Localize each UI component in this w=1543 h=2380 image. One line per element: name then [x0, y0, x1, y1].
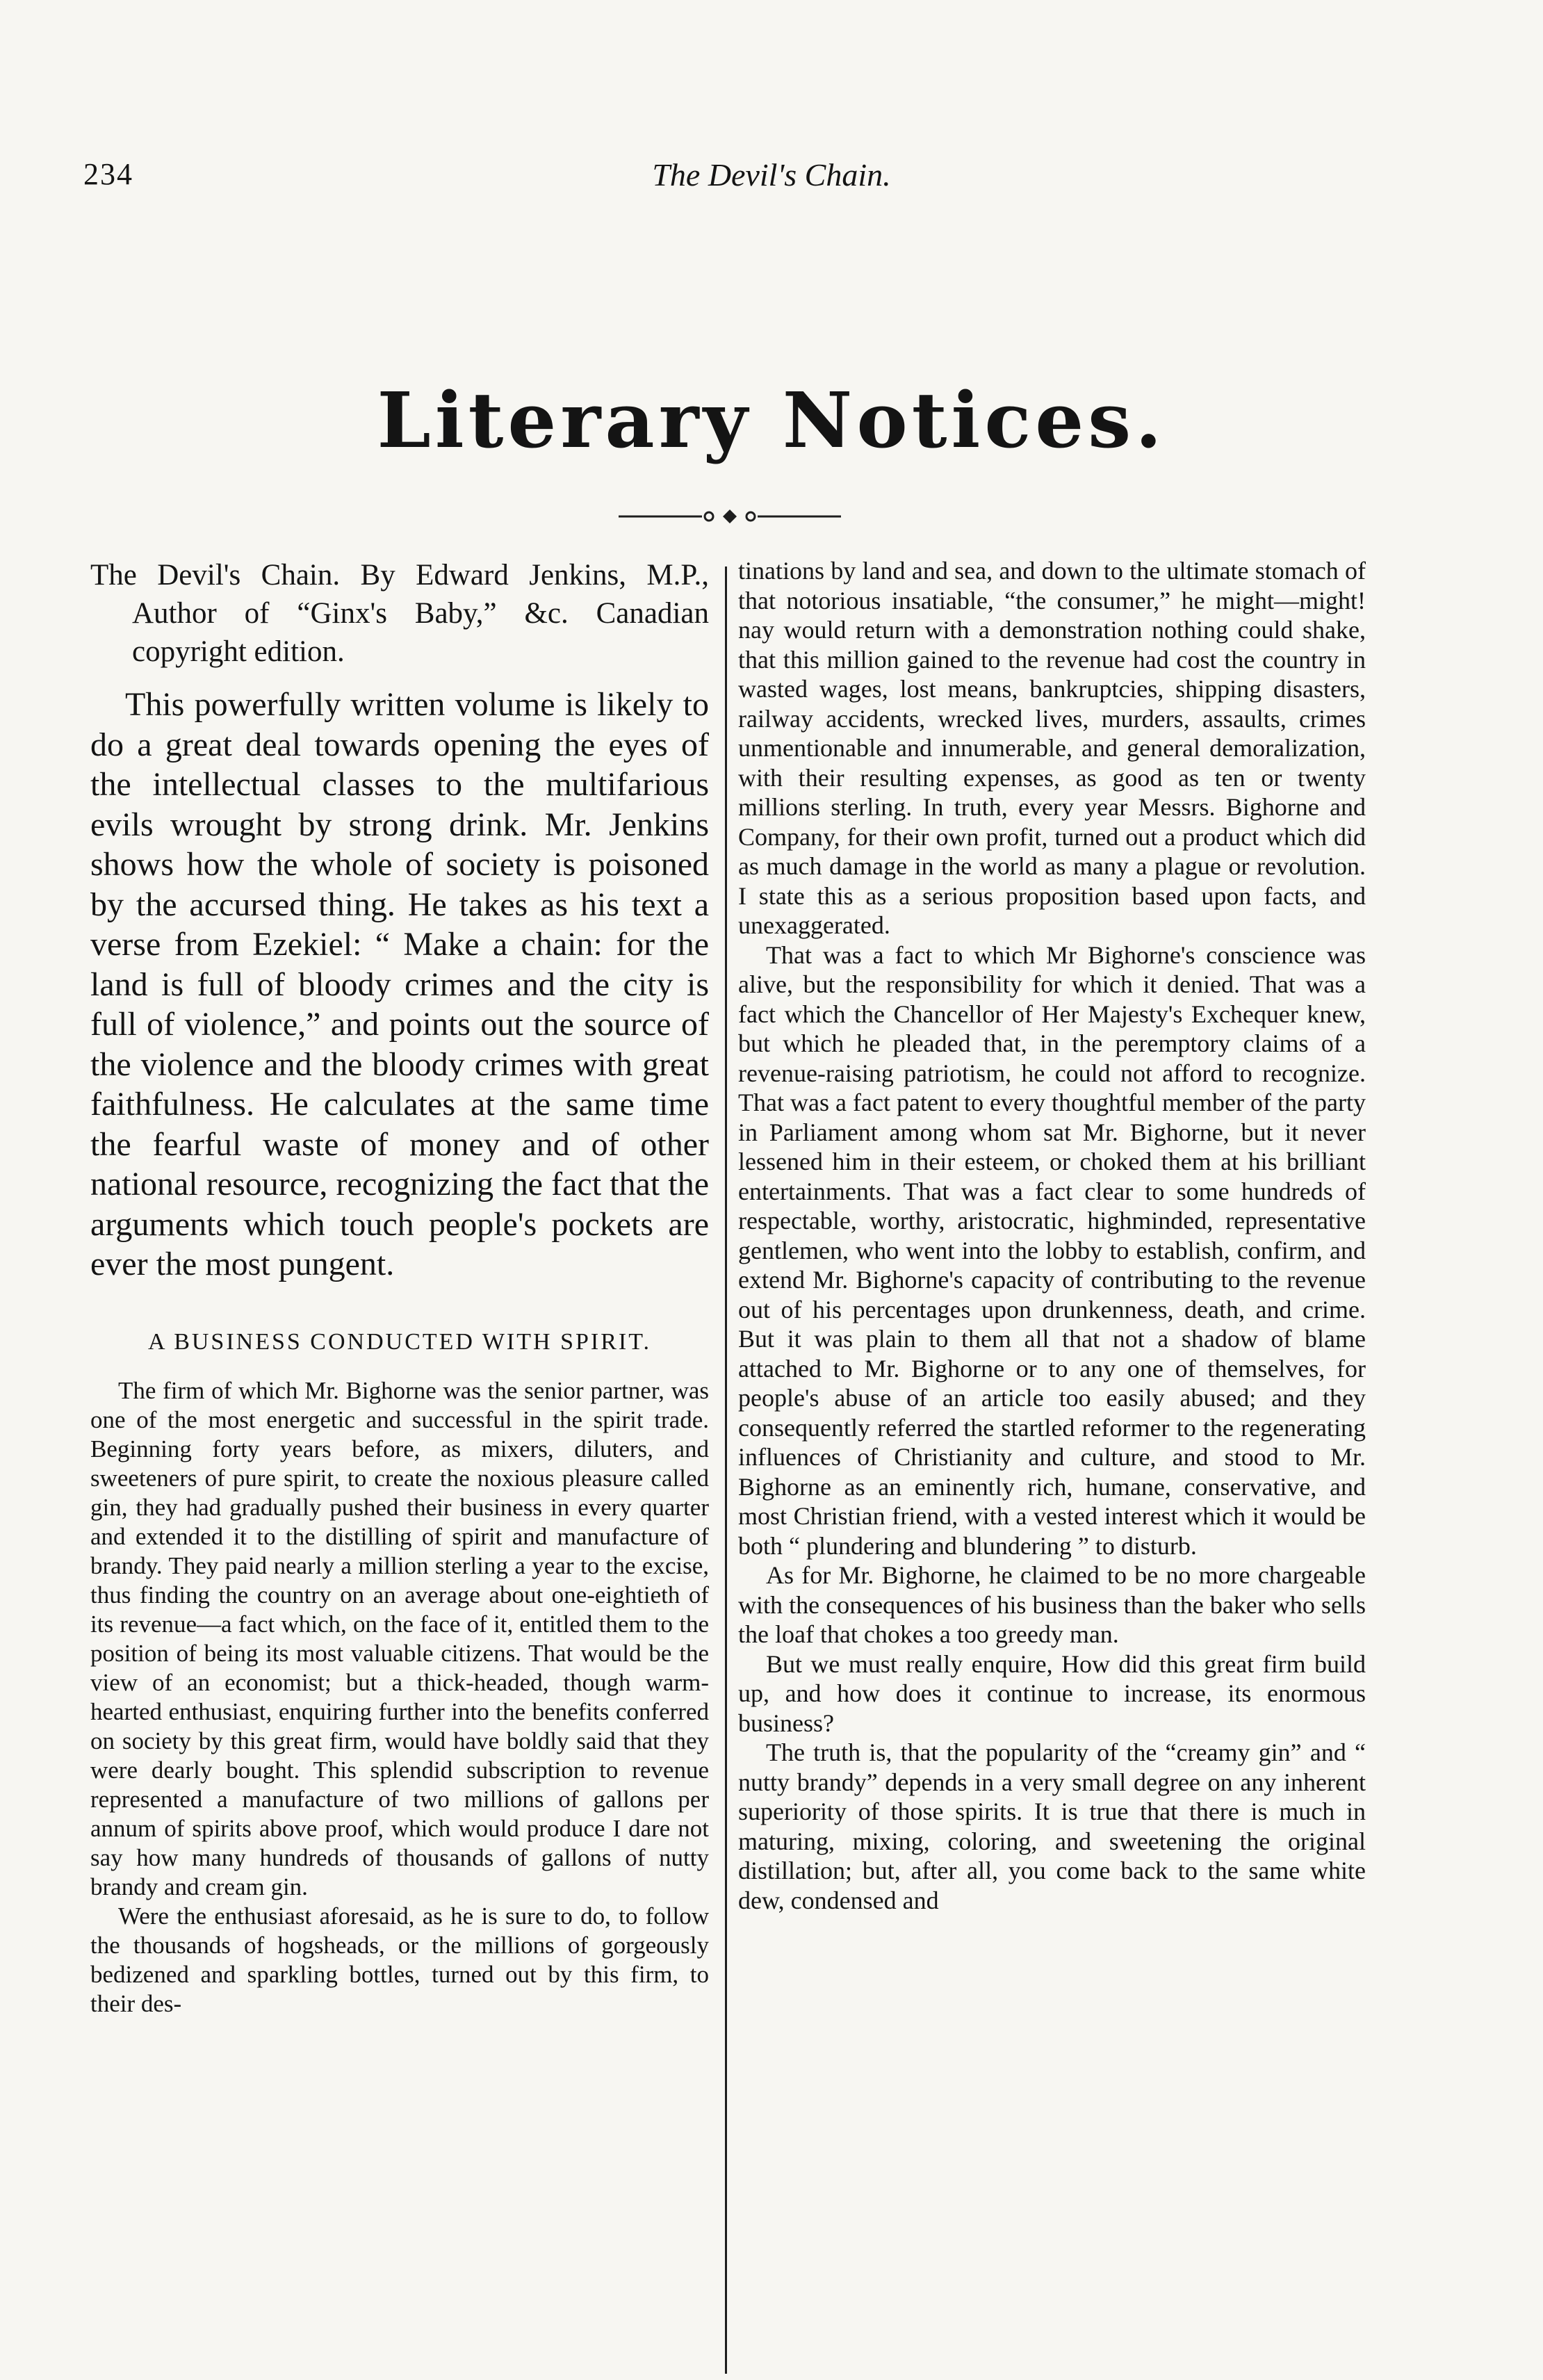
ornament-divider	[612, 506, 848, 527]
paragraph: The truth is, that the popularity of the “creamy gin” and “ nutty brandy” depends in a very small degree on any inherent superiority of those spirits. It is true that there is much in maturing, mixing, coloring, and sweetening the original distillation; but, after all, you come back to the same white dew, condensed and	[738, 1738, 1366, 1914]
page-number: 234	[83, 157, 133, 191]
paragraph: Were the enthusiast aforesaid, as he is sure to do, to follow the thousands of hogsheads, or the millions of gorgeously bedizened and sparkling bottles, turned out by this firm, to their des-	[90, 1902, 709, 2017]
paragraph: The firm of which Mr. Bighorne was the senior partner, was one of the most energetic and successful in the spirit trade. Beginning forty years before, as mixers, diluters, and sweeteners of pure spirit, to create the noxious pleasure called gin, they had gradually pushed their business in every quarter and extended it to the distilling of spirit and manufacture of brandy. They paid nearly a million sterling a year to the excise, thus finding the country on an average about one-eightieth of its revenue—a fact which, on the face of it, entitled them to the position of being its most valuable citizens. That would be the view of an economist; but a thick-headed, though warm-hearted enthusiast, enquiring further into the benefits conferred on society by this great firm, would have boldly said that they were dearly bought. This splendid subscription to revenue represented a manufacture of two millions of gallons per annum of spirits above proof, which would produce I dare not say how many hundreds of thousands of gallons of nutty brandy and cream gin.	[90, 1376, 709, 1900]
notice-body: This powerfully written volume is likely to do a great deal towards opening the eyes of the intellectual classes to the multifarious evils wrought by strong drink. Mr. Jenkins shows how the whole of society is poisoned by the accursed thing. He takes as his text a verse from Ezekiel: “ Make a chain: for the land is full of bloody crimes and the city is full of violence,” and points out the source of the violence and the bloody crimes with great faithfulness. He calculates at the same time the fearful waste of money and of other national resource, recognizing the fact that the arguments which touch people's pockets are ever the most pungent.	[90, 686, 709, 1282]
paragraph: tinations by land and sea, and down to the ultimate stomach of that notorious insatiable, “the consumer,” he might—might! nay would return with a demonstration nothing could shake, that this million gained to the revenue had cost the country in wasted wages, lost means, bankruptcies, shipping disasters, railway accidents, wrecked lives, murders, assaults, crimes unmentionable and innumerable, and general demoralization, with their resulting expenses, as good as ten or twenty millions sterling. In truth, every year Messrs. Bighorne and Company, for their own profit, turned out a product which did as much damage in the world as many a plague or revolution. I state this as a serious proposition based upon facts, and unexaggerated.	[738, 557, 1366, 939]
running-head	[0, 156, 1543, 205]
section-title: Literary Notices.	[377, 375, 1166, 465]
column-rule	[725, 567, 727, 2374]
running-title: The Devil's Chain.	[652, 157, 891, 193]
paragraph: As for Mr. Bighorne, he claimed to be no more chargeable with the consequences of his business than the baker who sells the loaf that chokes a too greedy man.	[738, 1561, 1366, 1648]
left-column	[90, 556, 709, 2019]
excerpt-heading: A BUSINESS CONDUCTED WITH SPIRIT.	[148, 1328, 651, 1355]
paragraph: That was a fact to which Mr Bighorne's conscience was alive, but the responsibility for which it denied. That was a fact which the Chancellor of Her Majesty's Exchequer knew, but which he pleaded that, in the peremptory claims of a revenue-raising patriotism, he could not afford to recognize. That was a fact patent to every thoughtful member of the party in Parliament among whom sat Mr. Bighorne, but it never lessened him in their esteem, or choked them at his brilliant entertainments. That was a fact clear to some hundreds of respectable, worthy, aristocratic, highminded, representative gentlemen, who went into the lobby to establish, confirm, and extend Mr. Bighorne's capacity of contributing to the revenue out of his percentages upon drunkenness, death, and crime. But it was plain to them all that not a shadow of blame attached to Mr. Bighorne or to any one of themselves, for people's abuse of an article too easily abused; and they consequently referred the startled reformer to the regenerating influences of Christianity and culture, and stood to Mr. Bighorne as an eminently rich, humane, conservative, and most Christian friend, with a vested interest which it would be both “ plundering and blundering ” to disturb.	[738, 940, 1366, 1560]
right-column	[738, 556, 1366, 1915]
notice-heading: The Devil's Chain. By Edward Jenkins, M.P., Author of “Ginx's Baby,” &c. Canadian copyright edition.	[90, 559, 709, 668]
paragraph: But we must really enquire, How did this great firm build up, and how does it continue to increase, its enormous business?	[738, 1649, 1366, 1737]
